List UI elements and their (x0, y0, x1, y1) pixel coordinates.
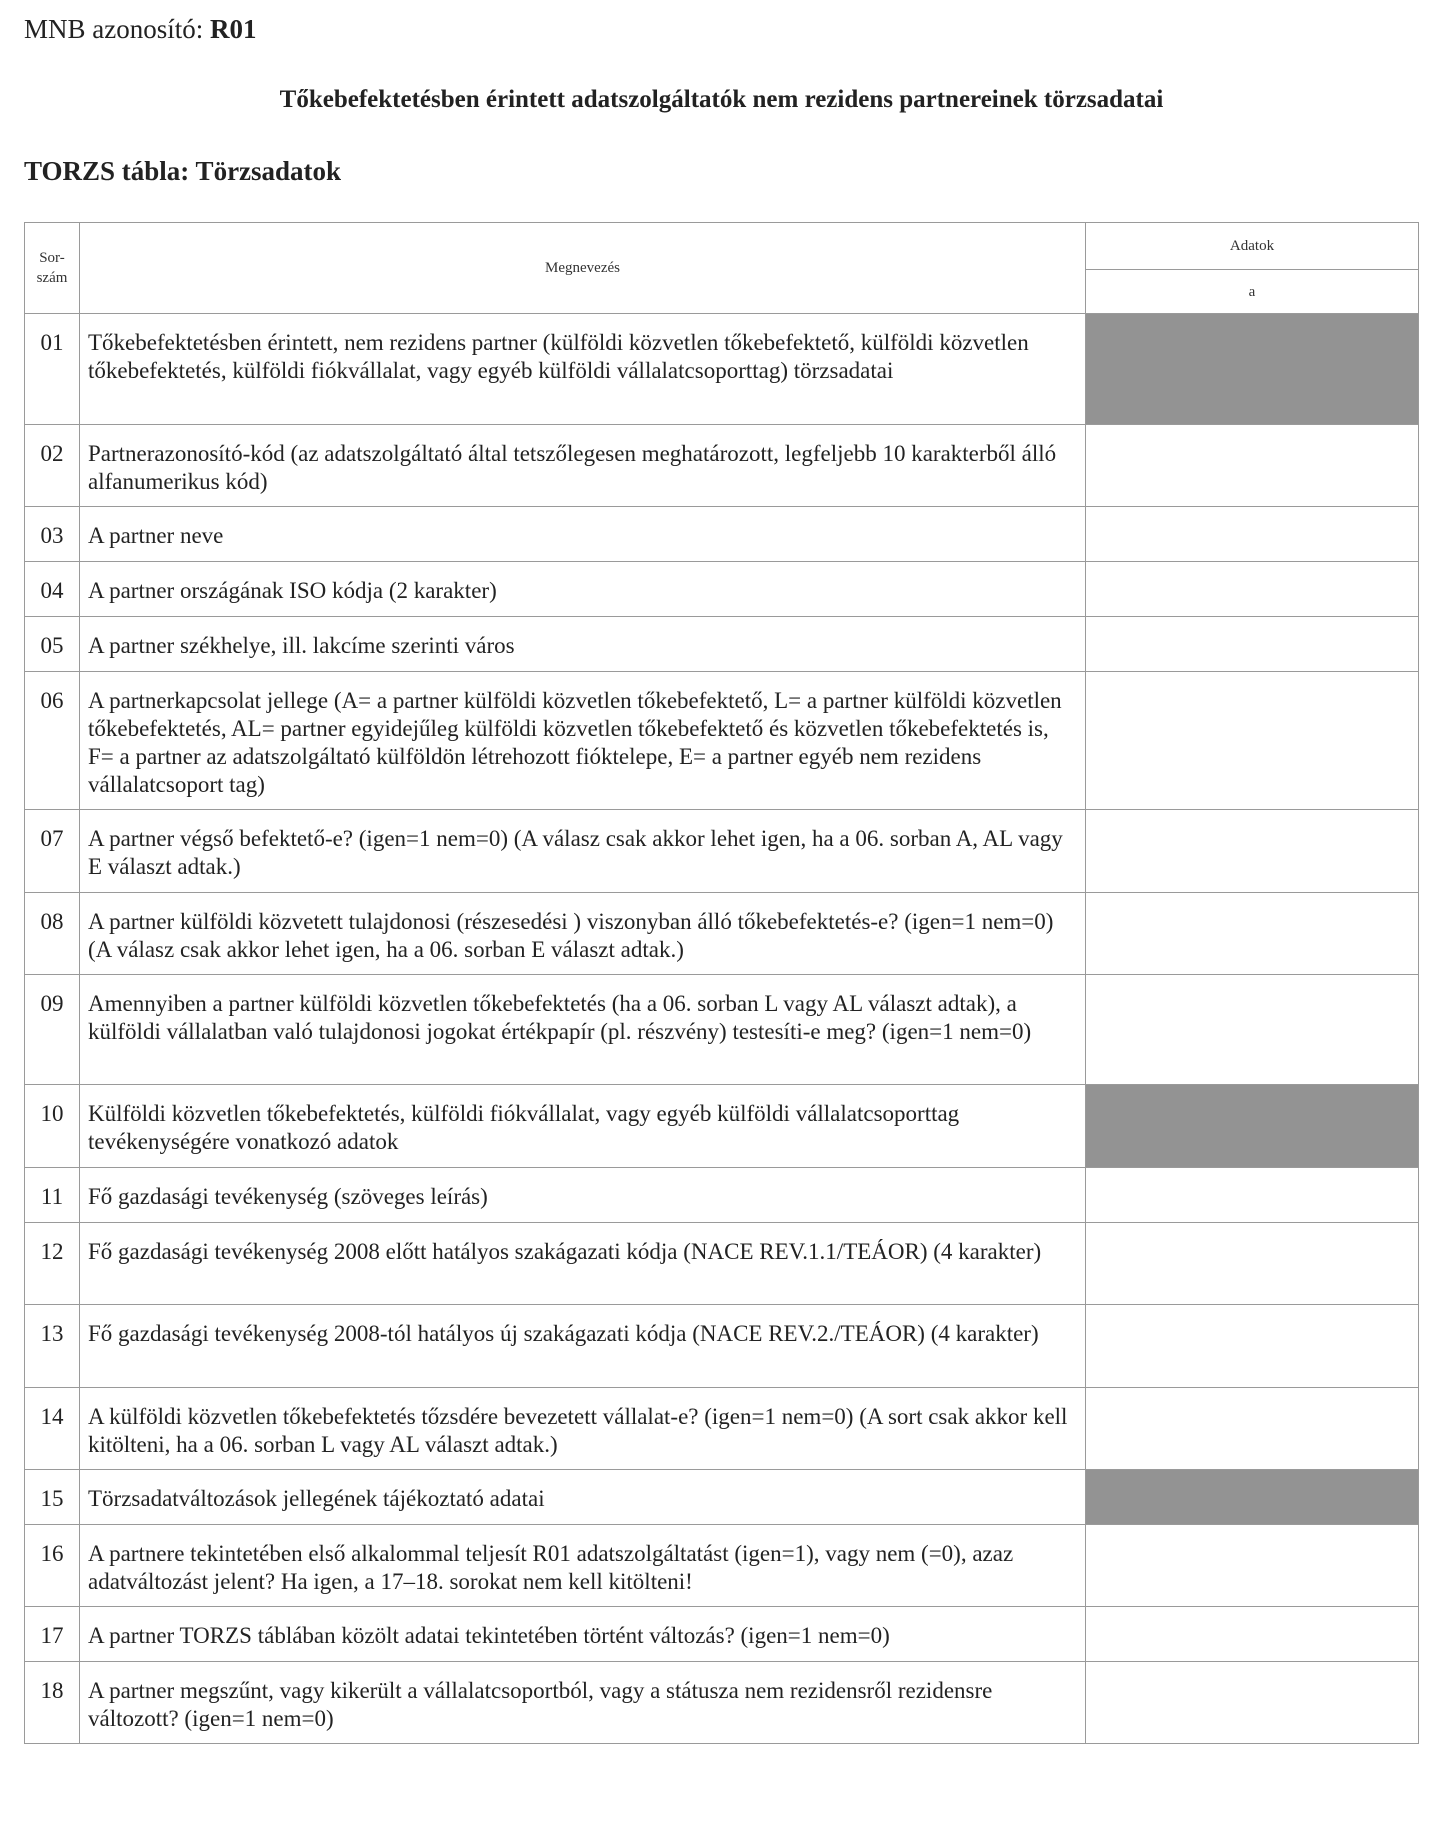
mnb-identifier (24, 14, 257, 45)
data-cell[interactable] (1086, 562, 1419, 617)
data-cell-shaded (1086, 1470, 1419, 1525)
row-description: Partnerazonosító-kód (az adatszolgáltató által tetszőlegesen meghatározott, legfeljebb 10 karakterből álló alfanumerikus kód) (80, 425, 1086, 507)
row-description: A partner neve (80, 507, 1086, 562)
row-description: A partner végső befektető-e? (igen=1 nem=0) (A válasz csak akkor lehet igen, ha a 06. sorban A, AL vagy E választ adtak.) (80, 810, 1086, 893)
row-number: 17 (25, 1607, 80, 1662)
table-row (25, 1607, 1419, 1662)
data-cell-shaded (1086, 1085, 1419, 1168)
table-row (25, 507, 1419, 562)
torzs-table (24, 222, 1419, 1744)
table-row (25, 672, 1419, 810)
row-number: 01 (25, 314, 80, 425)
row-number: 14 (25, 1388, 80, 1470)
table-row (25, 314, 1419, 425)
table-row (25, 1085, 1419, 1168)
row-number: 07 (25, 810, 80, 893)
row-description: A partner országának ISO kódja (2 karakter) (80, 562, 1086, 617)
data-cell[interactable] (1086, 975, 1419, 1085)
row-description: Tőkebefektetésben érintett, nem rezidens partner (külföldi közvetlen tőkebefektető, külföldi közvetlen tőkebefektetés, külföldi fiókvállalat, vagy egyéb külföldi vállalatcsoporttag) törzsadatai (80, 314, 1086, 425)
header-col-a: a (1086, 270, 1419, 314)
data-cell[interactable] (1086, 1388, 1419, 1470)
data-cell[interactable] (1086, 1168, 1419, 1223)
data-cell[interactable] (1086, 1607, 1419, 1662)
row-number: 04 (25, 562, 80, 617)
table-row (25, 975, 1419, 1085)
identifier-code: R01 (210, 14, 257, 44)
row-description: A partner megszűnt, vagy kikerült a vállalatcsoportból, vagy a státusza nem rezidensről rezidensre változott? (igen=1 nem=0) (80, 1662, 1086, 1744)
table-row (25, 893, 1419, 975)
table-row (25, 425, 1419, 507)
row-number: 03 (25, 507, 80, 562)
row-description: A partner TORZS táblában közölt adatai tekintetében történt változás? (igen=1 nem=0) (80, 1607, 1086, 1662)
row-description: Amennyiben a partner külföldi közvetlen tőkebefektetés (ha a 06. sorban L vagy AL választ adtak), a külföldi vállalatban való tulajdonosi jogokat értékpapír (pl. részvény) testesíti-e meg? (igen=1 nem=0) (80, 975, 1086, 1085)
data-cell[interactable] (1086, 1525, 1419, 1607)
table-row (25, 1662, 1419, 1744)
row-number: 11 (25, 1168, 80, 1223)
data-cell[interactable] (1086, 1223, 1419, 1305)
data-cell[interactable] (1086, 507, 1419, 562)
table-row (25, 1470, 1419, 1525)
row-number: 13 (25, 1305, 80, 1388)
data-cell[interactable] (1086, 893, 1419, 975)
table-row (25, 1305, 1419, 1388)
table-row (25, 617, 1419, 672)
table-row (25, 1388, 1419, 1470)
row-description: A partnere tekintetében első alkalommal teljesít R01 adatszolgáltatást (igen=1), vagy nem (=0), azaz adatváltozást jelent? Ha igen, a 17–18. sorokat nem kell kitölteni! (80, 1525, 1086, 1607)
row-description: A partnerkapcsolat jellege (A= a partner külföldi közvetlen tőkebefektető, L= a partner külföldi közvetlen tőkebefektetés, AL= partner egyidejűleg külföldi közvetlen tőkebefektető és közvetlen tőkebefektetés is, F= a partner az adatszolgáltató külföldön létrehozott fióktelepe, E= a partner egyéb nem rezidens vállalatcsoport tag) (80, 672, 1086, 810)
header-sorszam: Sor-szám (25, 223, 80, 314)
row-description: A partner székhelye, ill. lakcíme szerinti város (80, 617, 1086, 672)
identifier-label: MNB azonosító: (24, 14, 204, 44)
data-cell[interactable] (1086, 1662, 1419, 1744)
table-row (25, 562, 1419, 617)
data-cell-shaded (1086, 314, 1419, 425)
data-cell[interactable] (1086, 1305, 1419, 1388)
row-description: Fő gazdasági tevékenység 2008 előtt hatályos szakágazati kódja (NACE REV.1.1/TEÁOR) (4 karakter) (80, 1223, 1086, 1305)
row-description: A partner külföldi közvetett tulajdonosi (részesedési ) viszonyban álló tőkebefektetés-e? (igen=1 nem=0) (A válasz csak akkor lehet igen, ha a 06. sorban E választ adtak.) (80, 893, 1086, 975)
data-cell[interactable] (1086, 617, 1419, 672)
table-row (25, 810, 1419, 893)
page-title: Tőkebefektetésben érintett adatszolgáltatók nem rezidens partnereinek törzsadatai (279, 86, 1164, 113)
row-description: Fő gazdasági tevékenység (szöveges leírás) (80, 1168, 1086, 1223)
row-description: Fő gazdasági tevékenység 2008-tól hatályos új szakágazati kódja (NACE REV.2./TEÁOR) (4 karakter) (80, 1305, 1086, 1388)
row-number: 06 (25, 672, 80, 810)
data-cell[interactable] (1086, 672, 1419, 810)
table-row (25, 1525, 1419, 1607)
header-adatok: Adatok (1086, 223, 1419, 270)
row-number: 16 (25, 1525, 80, 1607)
row-number: 10 (25, 1085, 80, 1168)
header-megnevezes: Megnevezés (80, 223, 1086, 314)
row-number: 02 (25, 425, 80, 507)
row-number: 05 (25, 617, 80, 672)
row-number: 08 (25, 893, 80, 975)
data-cell[interactable] (1086, 425, 1419, 507)
row-description: A külföldi közvetlen tőkebefektetés tőzsdére bevezetett vállalat-e? (igen=1 nem=0) (A sort csak akkor kell kitölteni, ha a 06. sorban L vagy AL választ adtak.) (80, 1388, 1086, 1470)
row-number: 18 (25, 1662, 80, 1744)
row-description: Külföldi közvetlen tőkebefektetés, külföldi fiókvállalat, vagy egyéb külföldi vállalatcsoporttag tevékenységére vonatkozó adatok (80, 1085, 1086, 1168)
table-row (25, 1168, 1419, 1223)
data-cell[interactable] (1086, 810, 1419, 893)
row-description: Törzsadatváltozások jellegének tájékoztató adatai (80, 1470, 1086, 1525)
table-title: TORZS tábla: Törzsadatok (24, 156, 342, 186)
table-row (25, 1223, 1419, 1305)
row-number: 15 (25, 1470, 80, 1525)
row-number: 12 (25, 1223, 80, 1305)
row-number: 09 (25, 975, 80, 1085)
